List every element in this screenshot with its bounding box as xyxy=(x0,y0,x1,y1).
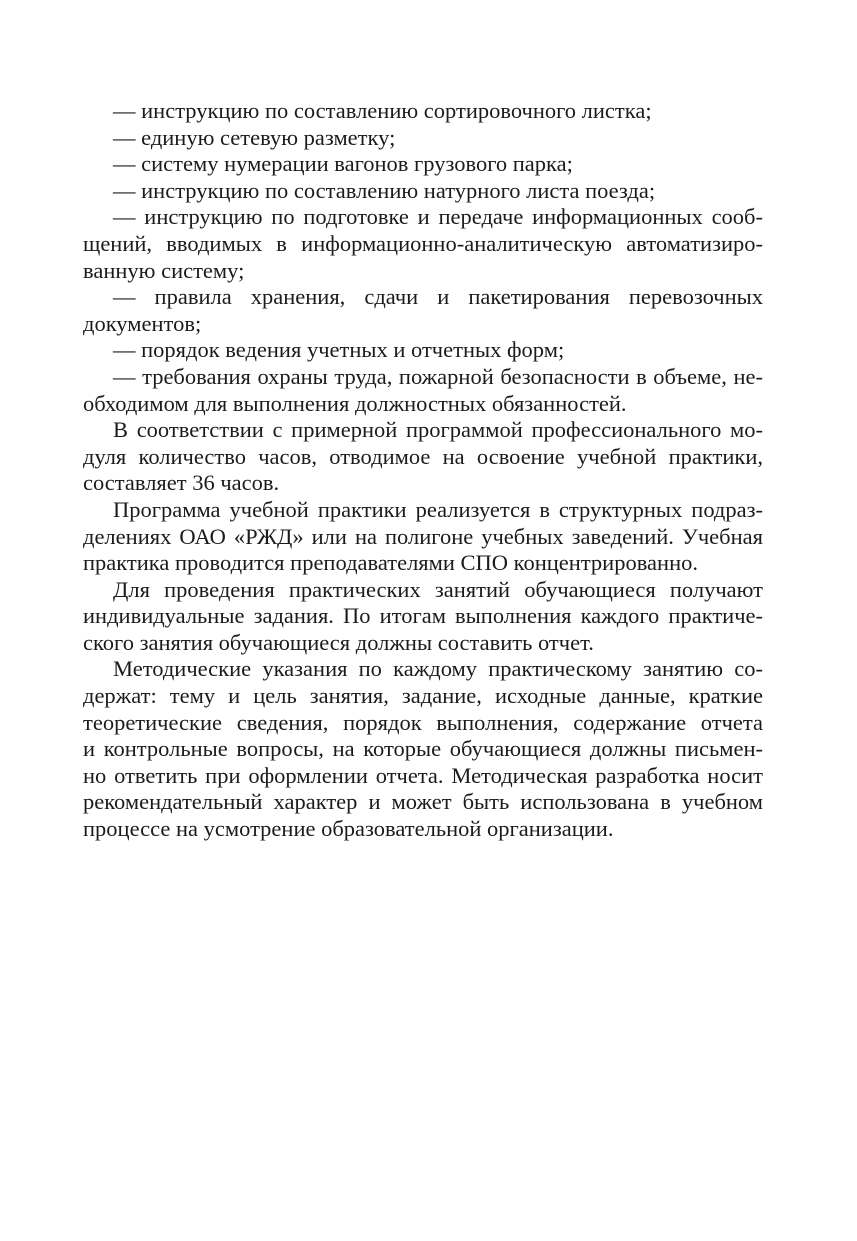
text-line: — единую сетевую разметку; xyxy=(113,124,396,150)
text-line: Программа учебной практики реализуется в структурных подраз- xyxy=(113,496,763,522)
paragraph xyxy=(83,284,763,337)
text-line: делениях ОАО «РЖД» или на полигоне учебных заведений. Учебная xyxy=(83,523,763,549)
text-line: рекомендательный характер и может быть использована в учебном xyxy=(83,789,763,815)
paragraph xyxy=(83,151,763,178)
page-text-block xyxy=(83,98,763,843)
text-line: дуля количество часов, отводимое на освоение учебной практики, xyxy=(83,443,763,469)
paragraph xyxy=(83,364,763,417)
paragraph xyxy=(83,497,763,577)
text-line: В соответствии с примерной программой профессионального мо- xyxy=(113,417,763,443)
paragraph xyxy=(83,337,763,364)
text-line: ского занятия обучающиеся должны составить отчет. xyxy=(83,629,594,655)
paragraph xyxy=(83,417,763,497)
text-line: — порядок ведения учетных и отчетных форм; xyxy=(113,337,565,363)
text-line: — инструкцию по составлению натурного листа поезда; xyxy=(113,177,656,203)
text-line: Для проведения практических занятий обучающиеся получают xyxy=(113,576,763,602)
paragraph xyxy=(83,178,763,205)
text-line: Методические указания по каждому практическому занятию со- xyxy=(113,656,763,682)
paragraph xyxy=(83,204,763,284)
text-line: ванную систему; xyxy=(83,257,245,283)
paragraph xyxy=(83,125,763,152)
text-line: — систему нумерации вагонов грузового парка; xyxy=(113,151,573,177)
text-line: но ответить при оформлении отчета. Методическая разработка носит xyxy=(83,762,763,788)
text-line: — инструкцию по составлению сортировочного листка; xyxy=(113,98,652,123)
text-line: составляет 36 часов. xyxy=(83,470,280,496)
text-line: — правила хранения, сдачи и пакетирования перевозочных xyxy=(113,284,763,310)
paragraph xyxy=(83,577,763,657)
text-line: индивидуальные задания. По итогам выполнения каждого практиче- xyxy=(83,603,763,629)
text-line: документов; xyxy=(83,310,202,336)
text-line: практика проводится преподавателями СПО концентрированно. xyxy=(83,550,698,576)
text-line: держат: тему и цель занятия, задание, исходные данные, краткие xyxy=(83,683,763,709)
text-line: — инструкцию по подготовке и передаче информационных сооб- xyxy=(113,204,763,230)
text-line: щений, вводимых в информационно-аналитическую автоматизиро- xyxy=(83,230,763,256)
paragraph xyxy=(83,656,763,842)
text-line: — требования охраны труда, пожарной безопасности в объеме, не- xyxy=(113,363,763,389)
text-line: и контрольные вопросы, на которые обучающиеся должны письмен- xyxy=(83,736,763,762)
text-line: процессе на усмотрение образовательной организации. xyxy=(83,816,614,842)
text-line: обходимом для выполнения должностных обязанностей. xyxy=(83,390,627,416)
paragraph xyxy=(83,98,763,125)
text-line: теоретические сведения, порядок выполнения, содержание отчета xyxy=(83,709,763,735)
